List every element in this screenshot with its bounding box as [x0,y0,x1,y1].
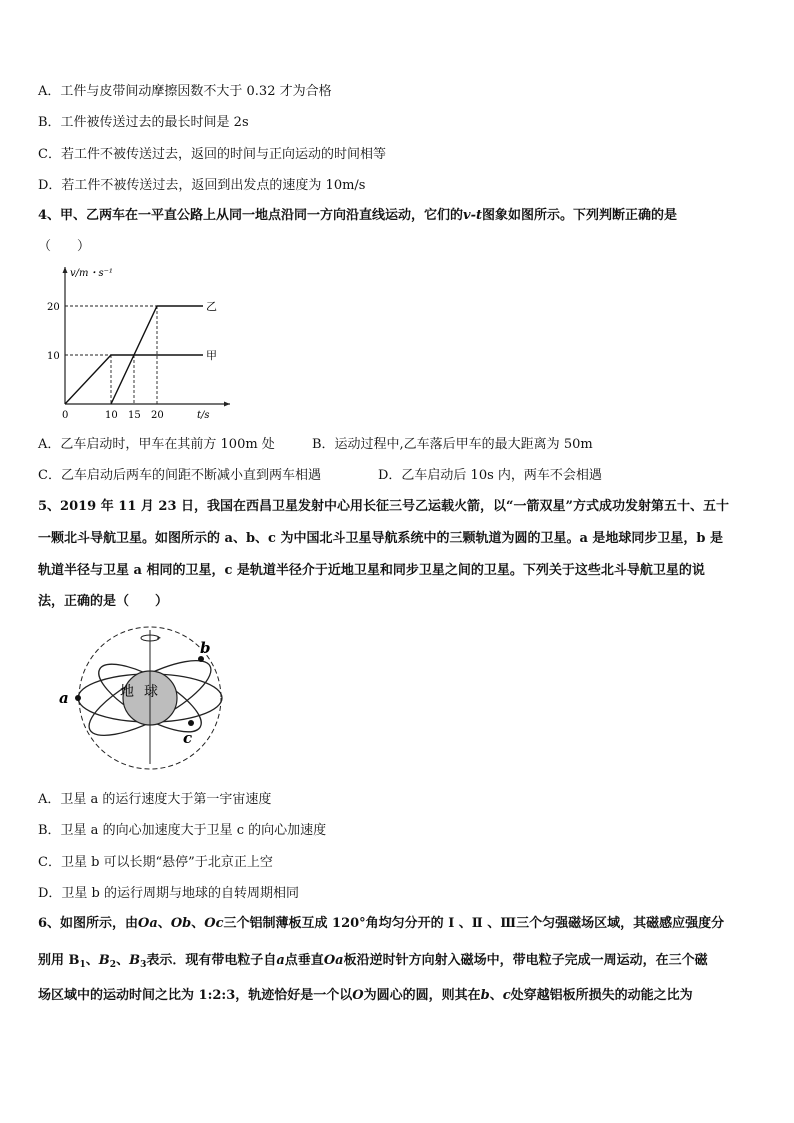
q6-oa: Oa [138,916,158,931]
y-axis-label: v/m・s⁻¹ [70,268,113,279]
q5-option-d: D．卫星 b 的运行周期与地球的自转周期相同 [38,886,300,901]
q6-text: 、 [116,953,130,968]
q6-sep: 、 [191,916,205,931]
q6-point-o: O [352,988,364,1003]
q6-text: 场区域中的运动时间之比为 1:2:3，轨迹恰好是一个以 [38,988,353,1003]
q6-ob: Ob [170,916,192,931]
q4-option-a: A．乙车启动时，甲车在其前方 100m 处 [38,437,275,452]
q3-option-b: B．工件被传送过去的最长时间是 2s [38,115,249,130]
y-tick-label: 20 [47,302,60,313]
q6-text: 、 [489,988,503,1003]
q4-stem-vt: v-t [463,208,483,223]
q4-option-d: D．乙车启动后 10s 内，两车不会相遇 [378,468,602,483]
q6-stem-line1 [38,914,724,934]
q5-stem-line1: 5、2019 年 11 月 23 日，我国在西昌卫星发射中心用长征三号乙运载火箭，以“一箭双星”方式成功发射第五十、五十 [38,499,729,514]
q6-oc: Oc [204,916,224,931]
q6-text: 别用 B [38,953,80,968]
q6-b2: B [98,953,110,968]
label-a: a [59,689,69,707]
q5-option-b: B．卫星 a 的向心加速度大于卫星 c 的向心加速度 [38,823,327,838]
x-tick-label: 20 [151,410,164,421]
q6-b3: B [129,953,141,968]
q4-stem [38,206,677,226]
x-tick-label: 10 [105,410,118,421]
satellite-a-dot [75,695,81,701]
q6-subscript: 3 [140,960,147,970]
series-label: 乙 [206,300,217,313]
q6-text: 板沿逆时针方向射入磁场中，带电粒子完成一周运动，在三个磁 [343,953,708,968]
q4-stem-post: 图象如图所示。下列判断正确的是 [482,208,678,223]
y-axis-arrow-icon [63,267,68,273]
vt-chart [40,262,240,427]
label-b: b [200,639,211,657]
q6-text: 表示．现有带电粒子自 [146,953,277,968]
q6-stem-line2 [38,951,708,975]
vt-chart-plot [47,267,230,421]
series-label: 甲 [206,349,217,362]
q5-option-a: A．卫星 a 的运行速度大于第一宇宙速度 [38,792,272,807]
q6-text: 6、如图所示，由 [38,916,139,931]
q6-subscript: 2 [109,960,117,970]
q3-option-c: C．若工件不被传送过去，返回的时间与正向运动的时间相等 [38,147,386,162]
q5-stem-line3: 轨道半径与卫星 a 相同的卫星，c 是轨道半径介于近地卫星和同步卫星之间的卫星。下列关于这些北斗导航卫星的说 [38,563,705,578]
q4-answer-blank: （ ） [38,239,91,254]
q3-option-a: A．工件与皮带间动摩擦因数不大于 0.32 才为合格 [38,84,332,99]
q6-text: 为圆心的圆，则其在 [363,988,481,1003]
satellite-orbit-figure [50,622,225,772]
q5-stem-line4: 法，正确的是（ ） [38,594,169,609]
q4-option-c: C．乙车启动后两车的间距不断减小直到两车相遇 [38,468,321,483]
x-tick-label: 15 [128,410,141,421]
x-axis-label: t/s [197,410,210,421]
q5-stem-line2: 一颗北斗导航卫星。如图所示的 a、b、c 为中国北斗卫星导航系统中的三颗轨道为圆的卫星。a 是地球同步卫星，b 是 [38,531,724,546]
x-axis-arrow-icon [224,402,230,407]
q6-text: 点垂直 [284,953,324,968]
q6-point-b: b [480,988,490,1003]
q6-text: 、 [85,953,99,968]
q6-oa: Oa [323,953,344,968]
q6-subscript: 1 [79,960,86,970]
q6-text: 处穿越铝板所损失的动能之比为 [510,988,693,1003]
y-tick-label: 10 [47,351,60,362]
q4-stem-pre: 4、甲、乙两车在一平直公路上从同一地点沿同一方向沿直线运动，它们的 [38,208,464,223]
q6-stem-line3 [38,986,693,1006]
earth-label-di: 地 [120,684,134,700]
q4-option-b: B．运动过程中,乙车落后甲车的最大距离为 50m [312,437,593,452]
q3-option-d: D．若工件不被传送过去，返回到出发点的速度为 10m/s [38,178,366,193]
q6-text: 三个铝制薄板互成 120°角均匀分开的 Ⅰ 、Ⅱ 、Ⅲ三个匀强磁场区域，其磁感应强度分 [223,916,725,931]
x-tick-label: 0 [62,410,69,421]
q6-sep: 、 [157,916,171,931]
q5-option-c: C．卫星 b 可以长期“悬停”于北京正上空 [38,855,273,870]
q6-point-c: c [502,988,511,1003]
q6-point-a: a [276,953,285,968]
satellite-c-dot [188,720,194,726]
earth-label-qiu: 球 [144,684,158,700]
label-c: c [183,729,193,747]
